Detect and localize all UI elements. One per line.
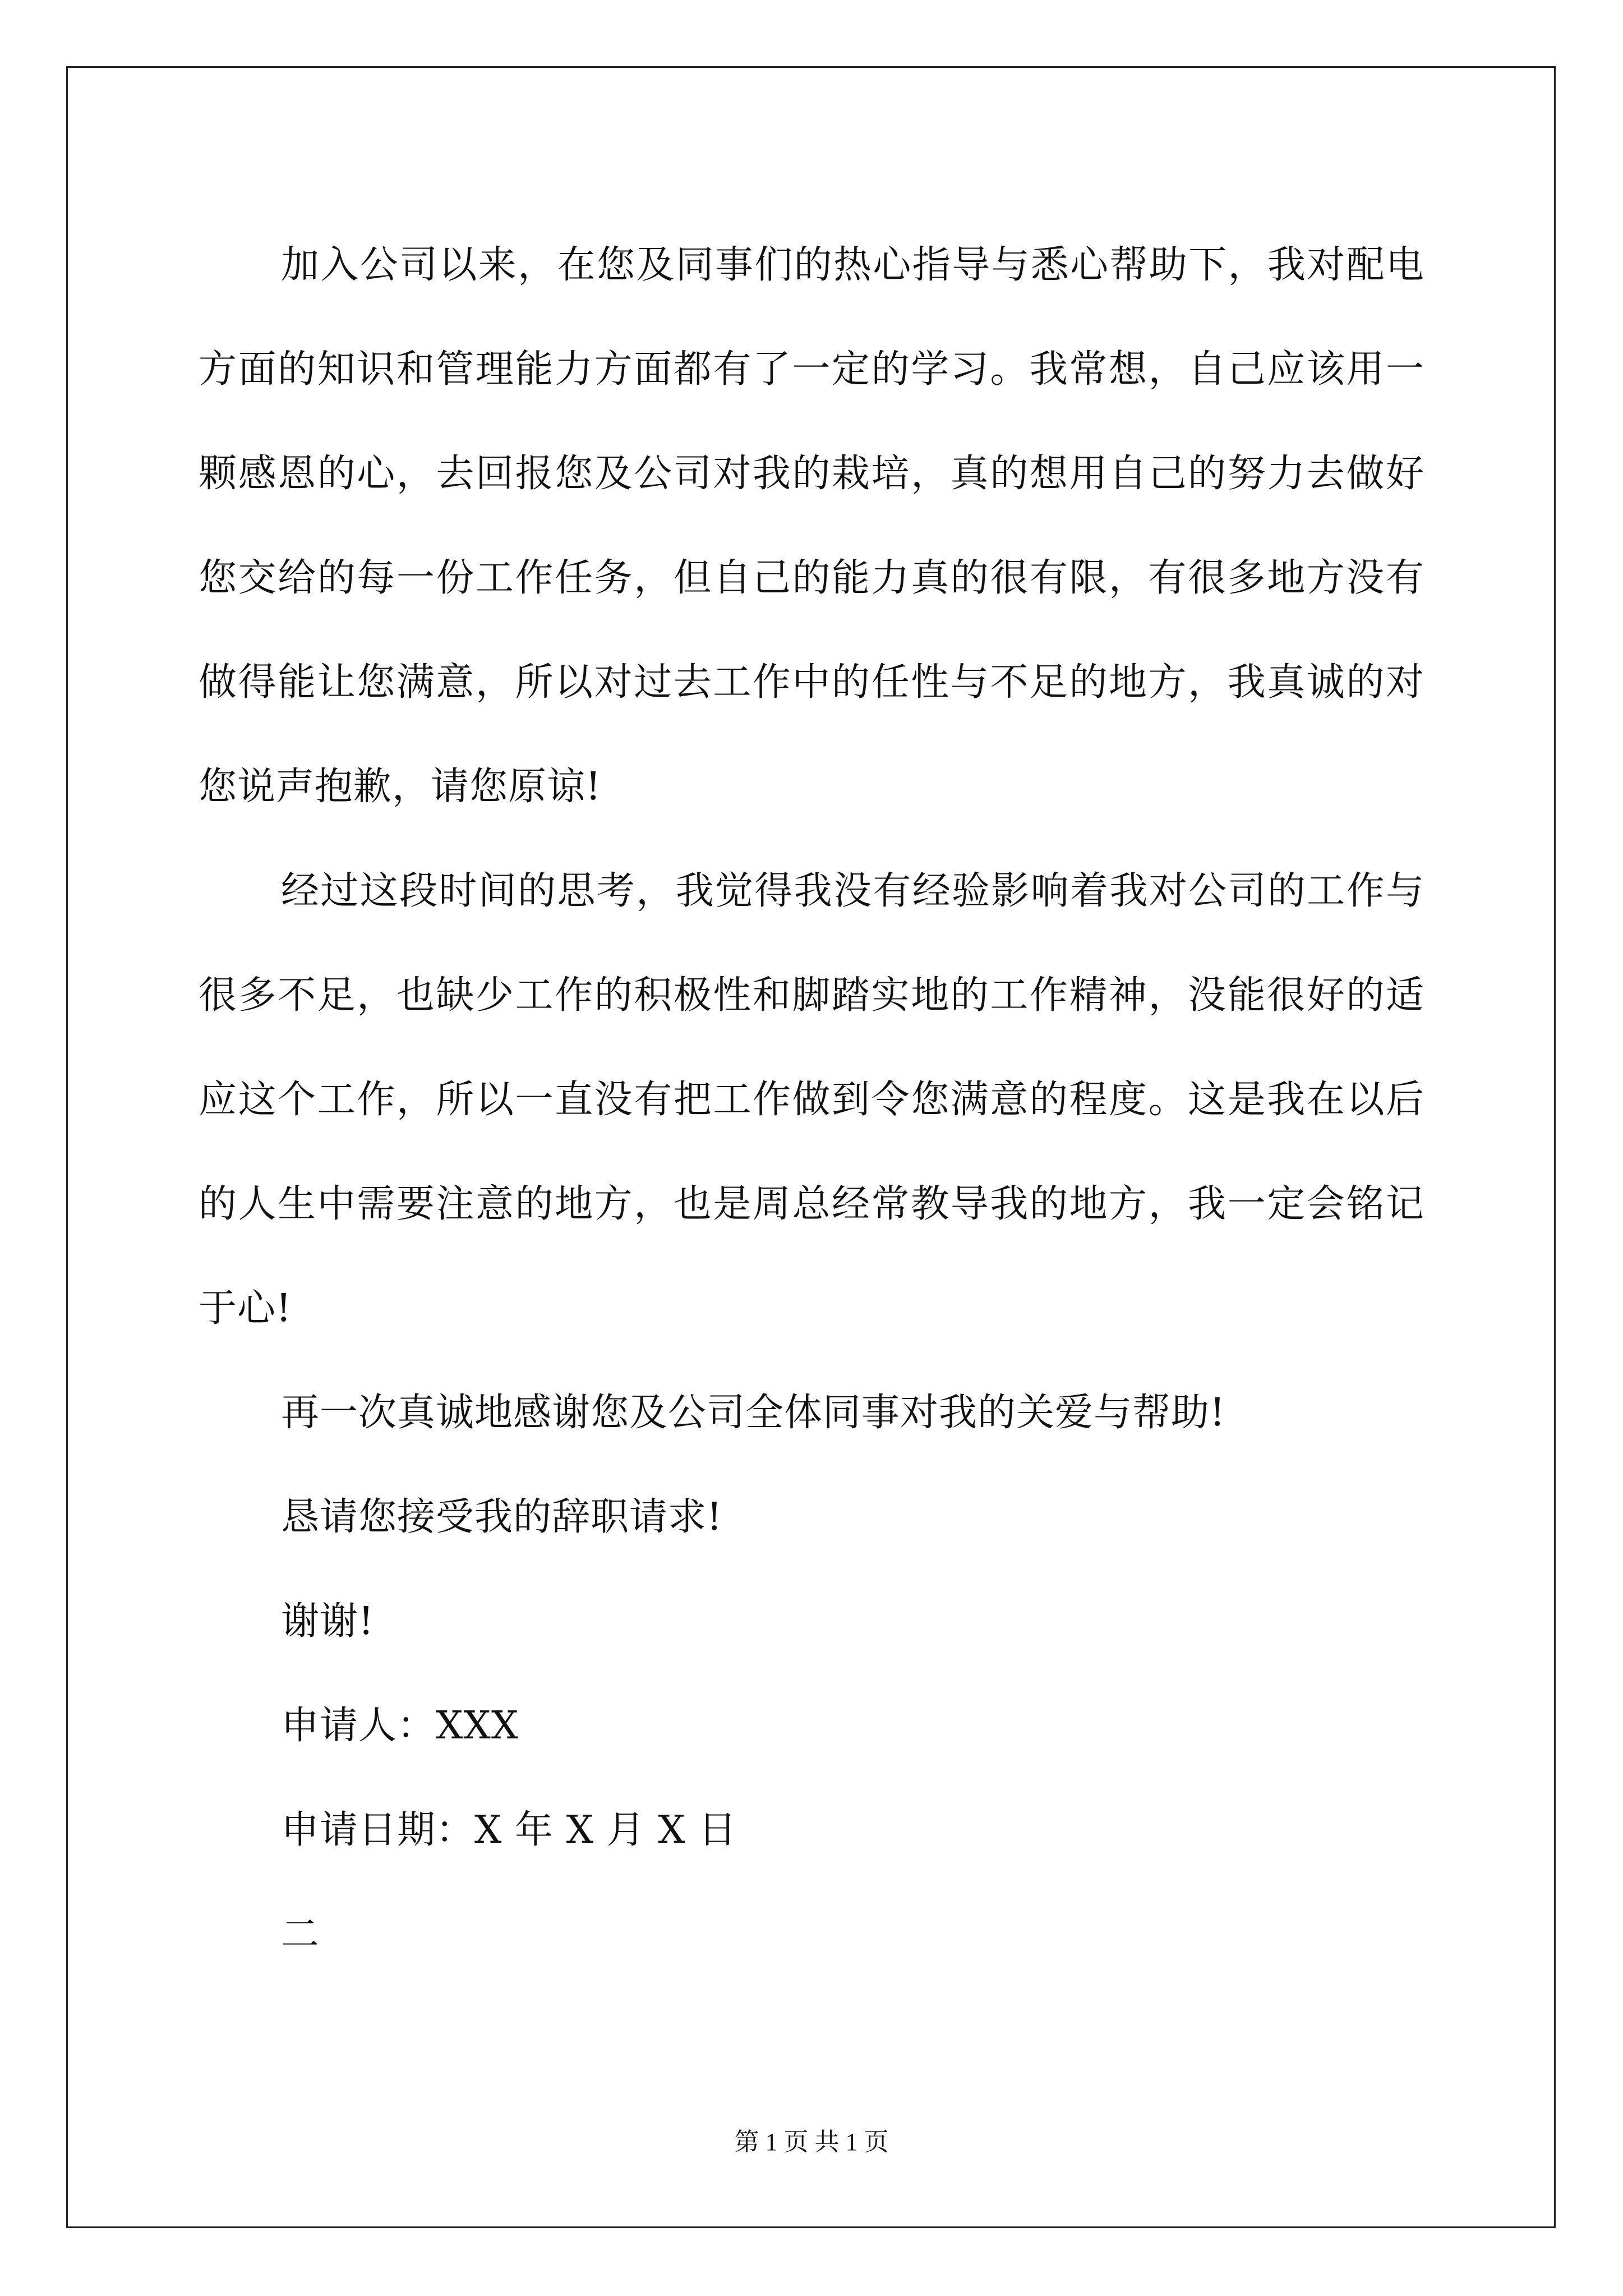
letter-body: [199, 213, 1424, 1987]
paragraph-gratitude: 加入公司以来，在您及同事们的热心指导与悉心帮助下，我对配电方面的知识和管理能力方面都有了一定的学习。我常想，自己应该用一颗感恩的心，去回报您及公司对我的栽培，真的想用自己的努力去做好您交给的每一份工作任务，但自己的能力真的很有限，有很多地方没有做得能让您满意，所以对过去工作中的任性与不足的地方，我真诚的对您说声抱歉，请您原谅!: [199, 243, 1424, 809]
applicant-line: 申请人：XXX: [281, 1704, 519, 1748]
paragraph-thanks-again: 再一次真诚地感谢您及公司全体同事对我的关爱与帮助!: [281, 1391, 1226, 1435]
paragraph-reflection: 经过这段时间的思考，我觉得我没有经验影响着我对公司的工作与很多不足，也缺少工作的积极性和脚踏实地的工作精神，没能很好的适应这个工作，所以一直没有把工作做到令您满意的程度。这是我在以后的人生中需要注意的地方，也是周总经常教导我的地方，我一定会铭记于心!: [199, 869, 1424, 1331]
paragraph-request: 恳请您接受我的辞职请求!: [281, 1495, 723, 1539]
application-date-line: 申请日期：X 年 X 月 X 日: [281, 1808, 737, 1852]
paragraph-thank-you: 谢谢!: [281, 1599, 375, 1644]
section-number: 二: [281, 1912, 320, 1957]
page-footer: 第 1 页 共 1 页: [734, 2128, 889, 2156]
